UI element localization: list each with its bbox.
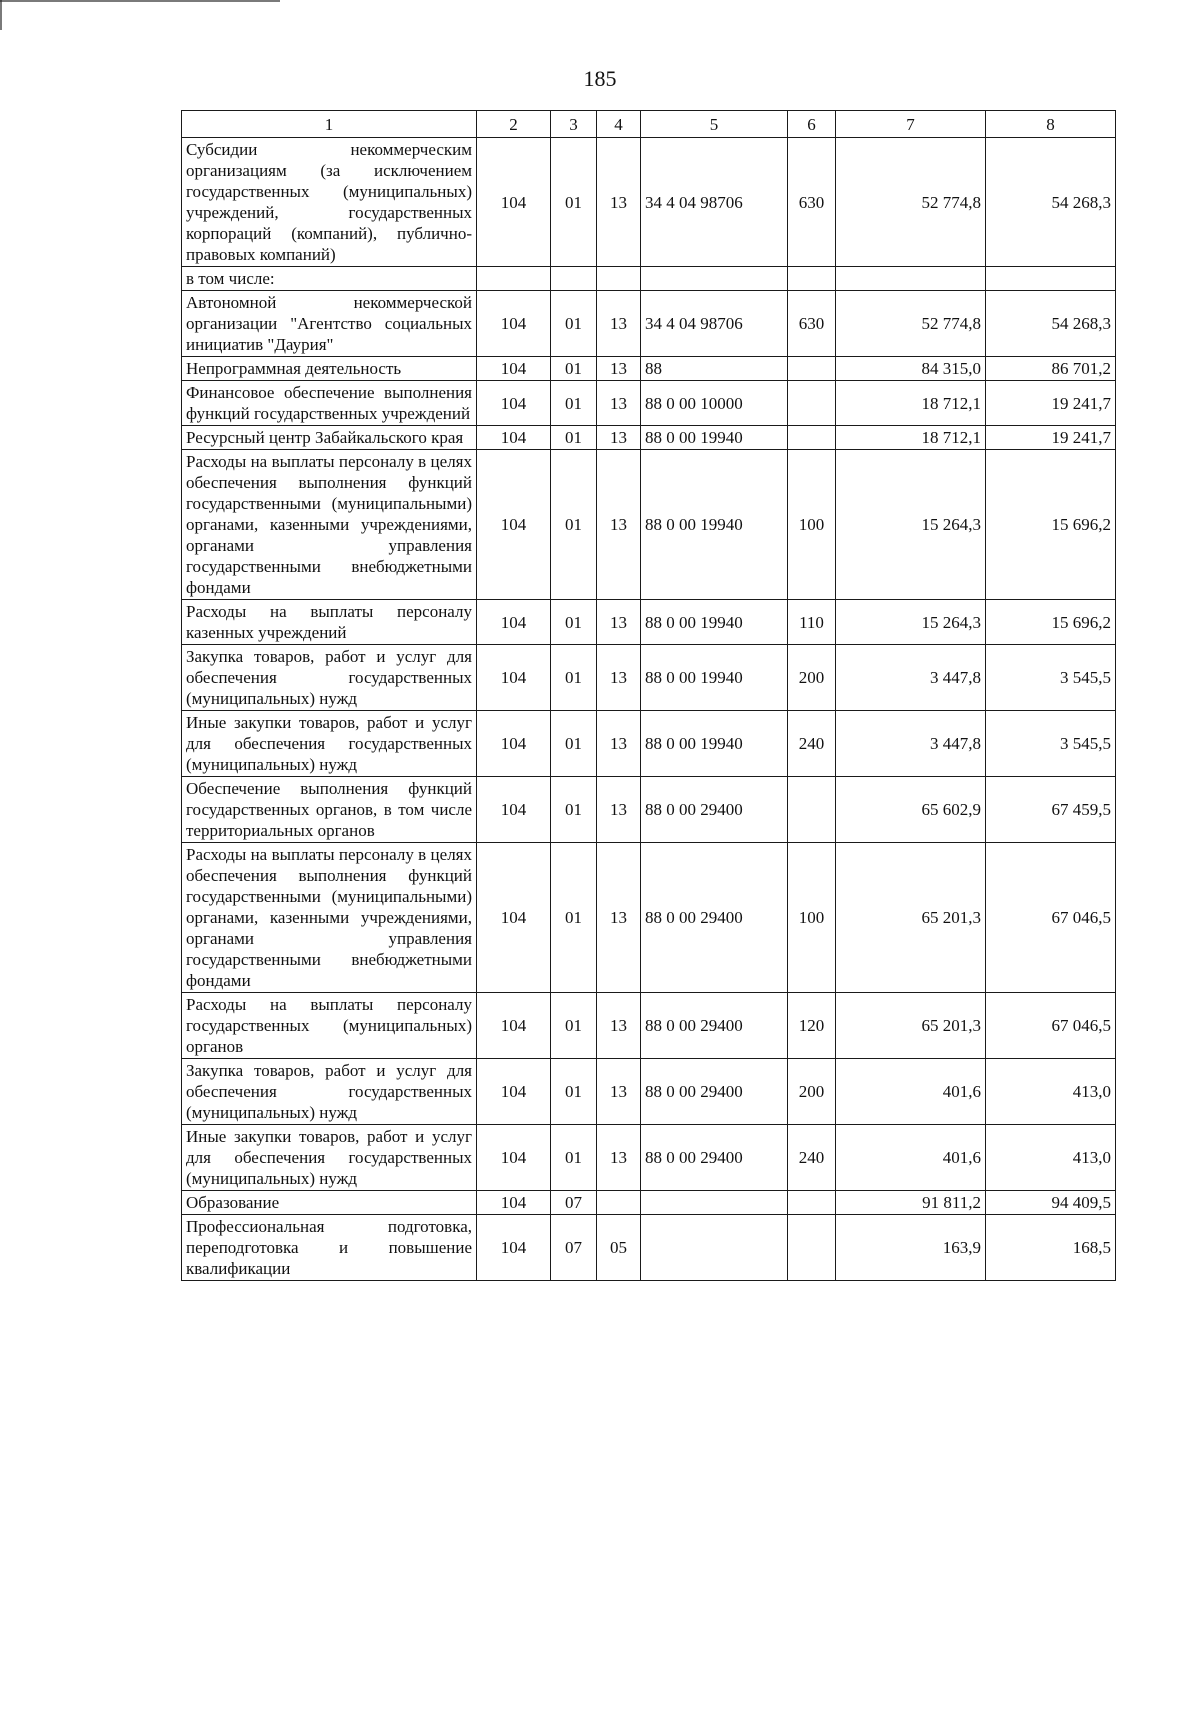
- cell-expense-type: [788, 381, 836, 426]
- table-body: [182, 138, 1116, 1281]
- header-col-3: 3: [551, 111, 597, 138]
- header-col-7: 7: [836, 111, 986, 138]
- cell-section: 01: [551, 1059, 597, 1125]
- cell-amount-year-1: 65 201,3: [836, 843, 986, 993]
- cell-amount-year-1: 18 712,1: [836, 426, 986, 450]
- cell-subsection: 13: [597, 138, 641, 267]
- cell-target-article: [641, 1215, 788, 1281]
- cell-amount-year-2: 54 268,3: [986, 138, 1116, 267]
- cell-amount-year-1: 18 712,1: [836, 381, 986, 426]
- cell-amount-year-2: 413,0: [986, 1059, 1116, 1125]
- cell-admin-code: 104: [477, 600, 551, 645]
- cell-subsection: 13: [597, 843, 641, 993]
- cell-target-article: 88 0 00 29400: [641, 1125, 788, 1191]
- row-name: Профессиональная подготовка, переподготовка и повышение квалификации: [182, 1215, 477, 1281]
- cell-admin-code: 104: [477, 993, 551, 1059]
- cell-target-article: 88 0 00 29400: [641, 843, 788, 993]
- cell-section: 01: [551, 291, 597, 357]
- cell-section: 01: [551, 600, 597, 645]
- cell-amount-year-2: 168,5: [986, 1215, 1116, 1281]
- cell-target-article: 88 0 00 29400: [641, 1059, 788, 1125]
- cell-admin-code: 104: [477, 1215, 551, 1281]
- cell-subsection: 13: [597, 711, 641, 777]
- cell-admin-code: [477, 267, 551, 291]
- cell-admin-code: 104: [477, 1125, 551, 1191]
- cell-amount-year-1: 65 201,3: [836, 993, 986, 1059]
- cell-expense-type: 100: [788, 843, 836, 993]
- cell-subsection: 13: [597, 357, 641, 381]
- cell-target-article: 34 4 04 98706: [641, 291, 788, 357]
- row-name: Иные закупки товаров, работ и услуг для обеспечения государственных (муниципальных) нужд: [182, 1125, 477, 1191]
- cell-amount-year-2: 19 241,7: [986, 381, 1116, 426]
- cell-section: 01: [551, 426, 597, 450]
- scan-edge-mark-top: [0, 0, 280, 2]
- cell-amount-year-1: 401,6: [836, 1059, 986, 1125]
- table-row: [182, 267, 1116, 291]
- cell-admin-code: 104: [477, 1191, 551, 1215]
- cell-expense-type: 240: [788, 1125, 836, 1191]
- cell-subsection: 13: [597, 600, 641, 645]
- cell-admin-code: 104: [477, 645, 551, 711]
- row-name: Непрограммная деятельность: [182, 357, 477, 381]
- cell-amount-year-1: 52 774,8: [836, 291, 986, 357]
- table-row: [182, 426, 1116, 450]
- cell-amount-year-1: 15 264,3: [836, 600, 986, 645]
- cell-subsection: 13: [597, 450, 641, 600]
- cell-amount-year-2: 3 545,5: [986, 711, 1116, 777]
- cell-expense-type: [788, 777, 836, 843]
- cell-amount-year-2: 86 701,2: [986, 357, 1116, 381]
- cell-admin-code: 104: [477, 711, 551, 777]
- cell-subsection: 13: [597, 381, 641, 426]
- row-name: Финансовое обеспечение выполнения функций государственных учреждений: [182, 381, 477, 426]
- cell-amount-year-1: 65 602,9: [836, 777, 986, 843]
- table-row: [182, 291, 1116, 357]
- cell-target-article: 88 0 00 19940: [641, 711, 788, 777]
- table-row: [182, 450, 1116, 600]
- cell-amount-year-1: 163,9: [836, 1215, 986, 1281]
- header-col-6: 6: [788, 111, 836, 138]
- cell-subsection: 13: [597, 993, 641, 1059]
- table-row: [182, 1059, 1116, 1125]
- row-name: Расходы на выплаты персоналу государственных (муниципальных) органов: [182, 993, 477, 1059]
- cell-target-article: 88 0 00 19940: [641, 645, 788, 711]
- header-row: [182, 111, 1116, 138]
- table-row: [182, 843, 1116, 993]
- cell-amount-year-1: 52 774,8: [836, 138, 986, 267]
- cell-expense-type: 100: [788, 450, 836, 600]
- cell-amount-year-2: 67 046,5: [986, 993, 1116, 1059]
- cell-expense-type: 200: [788, 645, 836, 711]
- cell-amount-year-2: 413,0: [986, 1125, 1116, 1191]
- cell-section: 01: [551, 711, 597, 777]
- cell-target-article: [641, 1191, 788, 1215]
- cell-subsection: 13: [597, 1059, 641, 1125]
- cell-amount-year-2: 67 046,5: [986, 843, 1116, 993]
- scan-edge-mark-left: [0, 0, 2, 30]
- cell-amount-year-1: 15 264,3: [836, 450, 986, 600]
- cell-expense-type: [788, 1191, 836, 1215]
- cell-section: 01: [551, 1125, 597, 1191]
- page-number: 185: [583, 66, 617, 91]
- cell-amount-year-1: 401,6: [836, 1125, 986, 1191]
- cell-amount-year-2: 15 696,2: [986, 450, 1116, 600]
- cell-subsection: 13: [597, 1125, 641, 1191]
- cell-expense-type: [788, 357, 836, 381]
- cell-target-article: 88 0 00 19940: [641, 600, 788, 645]
- header-col-1: 1: [182, 111, 477, 138]
- cell-amount-year-2: 19 241,7: [986, 426, 1116, 450]
- cell-admin-code: 104: [477, 843, 551, 993]
- cell-amount-year-2: [986, 267, 1116, 291]
- row-name: Расходы на выплаты персоналу казенных учреждений: [182, 600, 477, 645]
- cell-target-article: 34 4 04 98706: [641, 138, 788, 267]
- row-name: Закупка товаров, работ и услуг для обеспечения государственных (муниципальных) нужд: [182, 1059, 477, 1125]
- row-name: Образование: [182, 1191, 477, 1215]
- cell-target-article: 88 0 00 29400: [641, 993, 788, 1059]
- cell-target-article: 88 0 00 19940: [641, 450, 788, 600]
- cell-amount-year-2: 67 459,5: [986, 777, 1116, 843]
- cell-admin-code: 104: [477, 450, 551, 600]
- cell-amount-year-1: 84 315,0: [836, 357, 986, 381]
- cell-admin-code: 104: [477, 777, 551, 843]
- header-col-2: 2: [477, 111, 551, 138]
- budget-table: [181, 110, 1116, 1281]
- cell-amount-year-2: 54 268,3: [986, 291, 1116, 357]
- cell-target-article: 88 0 00 10000: [641, 381, 788, 426]
- cell-admin-code: 104: [477, 291, 551, 357]
- row-name: Автономной некоммерческой организации "Агентство социальных инициатив "Даурия": [182, 291, 477, 357]
- cell-admin-code: 104: [477, 426, 551, 450]
- cell-section: 01: [551, 645, 597, 711]
- row-name: Расходы на выплаты персоналу в целях обеспечения выполнения функций государственными (муниципальными) органами, казенными учреждениями, органами управления государственными внебюджетными фондами: [182, 843, 477, 993]
- cell-expense-type: [788, 267, 836, 291]
- table-row: [182, 357, 1116, 381]
- cell-expense-type: 200: [788, 1059, 836, 1125]
- cell-expense-type: 120: [788, 993, 836, 1059]
- table-row: [182, 777, 1116, 843]
- cell-section: 01: [551, 993, 597, 1059]
- cell-target-article: [641, 267, 788, 291]
- cell-subsection: 05: [597, 1215, 641, 1281]
- cell-subsection: 13: [597, 645, 641, 711]
- cell-section: 07: [551, 1191, 597, 1215]
- cell-subsection: 13: [597, 777, 641, 843]
- cell-amount-year-1: 3 447,8: [836, 645, 986, 711]
- header-col-5: 5: [641, 111, 788, 138]
- row-name: Ресурсный центр Забайкальского края: [182, 426, 477, 450]
- cell-section: 01: [551, 357, 597, 381]
- header-col-8: 8: [986, 111, 1116, 138]
- cell-admin-code: 104: [477, 381, 551, 426]
- table-row: [182, 645, 1116, 711]
- cell-subsection: [597, 1191, 641, 1215]
- cell-admin-code: 104: [477, 357, 551, 381]
- cell-amount-year-1: 91 811,2: [836, 1191, 986, 1215]
- cell-subsection: [597, 267, 641, 291]
- cell-target-article: 88 0 00 29400: [641, 777, 788, 843]
- cell-section: 01: [551, 381, 597, 426]
- row-name: в том числе:: [182, 267, 477, 291]
- table-row: [182, 711, 1116, 777]
- cell-section: 01: [551, 450, 597, 600]
- table-row: [182, 138, 1116, 267]
- cell-expense-type: 630: [788, 291, 836, 357]
- row-name: Расходы на выплаты персоналу в целях обеспечения выполнения функций государственными (муниципальными) органами, казенными учреждениями, органами управления государственными внебюджетными фондами: [182, 450, 477, 600]
- cell-admin-code: 104: [477, 1059, 551, 1125]
- cell-section: 01: [551, 777, 597, 843]
- cell-target-article: 88 0 00 19940: [641, 426, 788, 450]
- row-name: Иные закупки товаров, работ и услуг для обеспечения государственных (муниципальных) нужд: [182, 711, 477, 777]
- table-row: [182, 1215, 1116, 1281]
- cell-subsection: 13: [597, 426, 641, 450]
- cell-expense-type: [788, 1215, 836, 1281]
- cell-expense-type: [788, 426, 836, 450]
- cell-amount-year-2: 15 696,2: [986, 600, 1116, 645]
- table-row: [182, 600, 1116, 645]
- table-row: [182, 381, 1116, 426]
- table-row: [182, 993, 1116, 1059]
- row-name: Обеспечение выполнения функций государственных органов, в том числе территориальных органов: [182, 777, 477, 843]
- cell-amount-year-2: 94 409,5: [986, 1191, 1116, 1215]
- cell-amount-year-1: [836, 267, 986, 291]
- row-name: Закупка товаров, работ и услуг для обеспечения государственных (муниципальных) нужд: [182, 645, 477, 711]
- table-row: [182, 1125, 1116, 1191]
- header-col-4: 4: [597, 111, 641, 138]
- cell-expense-type: 110: [788, 600, 836, 645]
- cell-expense-type: 240: [788, 711, 836, 777]
- cell-section: 01: [551, 843, 597, 993]
- cell-section: 07: [551, 1215, 597, 1281]
- cell-admin-code: 104: [477, 138, 551, 267]
- table-row: [182, 1191, 1116, 1215]
- cell-amount-year-2: 3 545,5: [986, 645, 1116, 711]
- row-name: Субсидии некоммерческим организациям (за исключением государственных (муниципальных) учреждений, государственных корпораций (компаний), публично-правовых компаний): [182, 138, 477, 267]
- cell-target-article: 88: [641, 357, 788, 381]
- cell-subsection: 13: [597, 291, 641, 357]
- cell-amount-year-1: 3 447,8: [836, 711, 986, 777]
- cell-section: [551, 267, 597, 291]
- cell-expense-type: 630: [788, 138, 836, 267]
- cell-section: 01: [551, 138, 597, 267]
